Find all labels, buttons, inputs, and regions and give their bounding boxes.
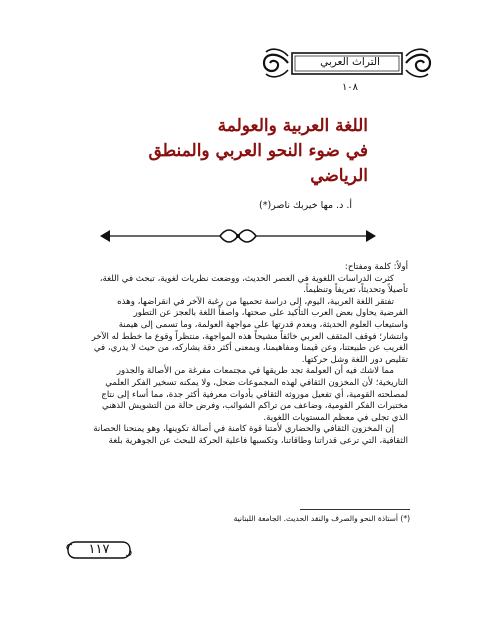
decorative-divider <box>96 224 380 248</box>
section-heading: أولاً: كلمة ومفتاح: <box>344 262 408 272</box>
body-line: تفتقر اللغة العربية، اليوم، إلى دراسة تحميها من رغبة الآخر في انقراضها، وهذه <box>117 296 394 307</box>
body-line: واستيعاب العلوم الحديثة، وبعدم قدرتها على مواجهة العولمة، وما تسمى إلى هيمنة <box>118 319 408 330</box>
body-line: الذي تجلى في معظم المستويات اللغوية. <box>263 412 408 423</box>
body-line: الثقافية، التي ترعى قدراتنا وطاقاتنا، وتكسبها فاعلية الحركة للبحث عن الجوهرية بلغة <box>108 435 408 446</box>
body-line: إن المخزون الثقافي والحضاري لأمتنا قوة كامنة في أصالة تكوينها، وهو يمنحنا الحصانة <box>93 424 394 435</box>
body-line: الغريب عن طبيعتنا، وعن قيمنا ومفاهيمنا، وبمعنى أكثر دقة يشاركه، من حيث لا يدري، في <box>93 343 408 354</box>
article-title-line-2: في ضوء النحو العربي والمنطق <box>148 141 368 161</box>
article-body <box>63 262 408 502</box>
body-line: التاريخية؛ لأن المخزون الثقافي لهذه المجموعات ضحل، ولا يمكنه تسخير الفكر العلمي <box>105 377 408 388</box>
article-title-line-3: الرياضي <box>310 166 368 186</box>
body-line: تقليص دور اللغة وشل حركتها. <box>301 354 408 365</box>
body-line: الفرضية يحاول بعض العرب التأكيد على صحتها، واصفاً اللغة بالعجز عن التطور <box>133 308 408 319</box>
footnote-separator <box>300 509 410 510</box>
body-line: مما لاشك فيه أن العولمة تجد طريقها في مجتمعات مفرغة من الأصالة والجذور <box>116 366 394 377</box>
journal-title: التراث العربي <box>320 56 380 68</box>
author-byline: أ. د. مها خيربك ناصر(*) <box>259 200 352 211</box>
body-line: لمصلحته القومية، أي تفعيل موروثه الثقافي بأدوات معرفية أكثر جدة، مما أساء إلى نتاج <box>101 389 408 400</box>
article-title-line-1: اللغة العربية والعولمة <box>217 116 368 136</box>
footnote: (*) أستاذة النحو والصرف والنقد الحديث. الجامعة اللبنانية <box>233 514 410 523</box>
page-number-bottom: ١١٧ <box>88 542 110 557</box>
page-number-top: ١٠٨ <box>341 82 359 93</box>
body-line: تأصيلاً وتحديثاً، تعريفاً وتنظيماً. <box>303 285 408 296</box>
body-line: وانتشار؛ فوقف المثقف العربي خائفاً مشيحاً هذه المواجهة، منتظراً وقوع ما خطط له الآخر <box>91 331 408 342</box>
body-line: مختبرات الفكر القومية، وضاعف من تراكم الشوائب، وفرض حالة من التشويش الذهني <box>101 401 408 412</box>
body-line: كثرت الدراسات اللغوية في العصر الحديث، ووضعت نظريات لغوية، تبحث في اللغة، <box>99 273 394 284</box>
